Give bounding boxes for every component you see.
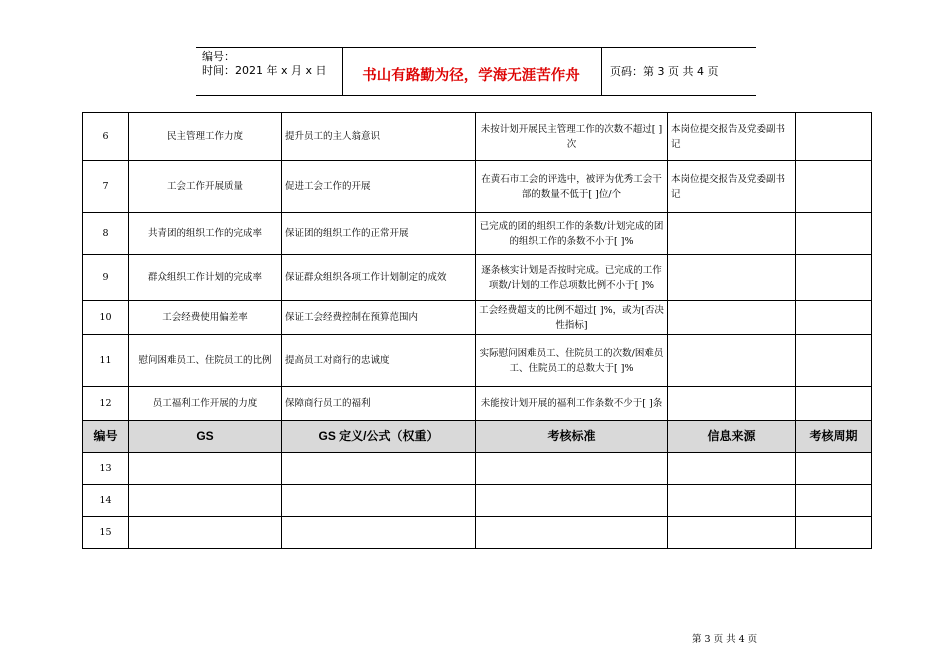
page-header <box>196 47 756 95</box>
gs-cell: 群众组织工作计划的完成率 <box>129 255 282 301</box>
gs-cell <box>129 485 282 517</box>
gs-cell <box>129 517 282 549</box>
definition-cell: 保障商行员工的福利 <box>282 387 476 421</box>
table-row <box>83 113 872 161</box>
source-cell <box>668 485 796 517</box>
standard-cell <box>476 517 668 549</box>
page-number-label: 页码：第 3 页 共 4 页 <box>610 65 719 78</box>
period-cell <box>796 161 872 213</box>
source-cell: 本岗位提交报告及党委副书记 <box>668 113 796 161</box>
source-cell: 本岗位提交报告及党委副书记 <box>668 161 796 213</box>
source-cell <box>668 517 796 549</box>
header-cell-period: 考核周期 <box>796 421 872 453</box>
period-cell <box>796 485 872 517</box>
header-cell-std: 考核标准 <box>476 421 668 453</box>
page-footer: 第 3 页 共 4 页 <box>692 634 758 645</box>
source-cell <box>668 301 796 335</box>
period-cell <box>796 517 872 549</box>
gs-cell: 民主管理工作力度 <box>129 113 282 161</box>
standard-cell: 实际慰问困难员工、住院员工的次数/困难员工、住院员工的总数大于[ ]% <box>476 335 668 387</box>
source-cell <box>668 255 796 301</box>
no-cell: 13 <box>83 453 129 485</box>
definition-cell: 保证群众组织各项工作计划制定的成效 <box>282 255 476 301</box>
definition-cell: 提高员工对商行的忠诚度 <box>282 335 476 387</box>
gs-cell: 员工福利工作开展的力度 <box>129 387 282 421</box>
standard-cell: 工会经费超支的比例不超过[ ]%，或为[否决性指标] <box>476 301 668 335</box>
period-cell <box>796 213 872 255</box>
no-cell: 10 <box>83 301 129 335</box>
definition-cell <box>282 517 476 549</box>
definition-cell <box>282 485 476 517</box>
period-cell <box>796 453 872 485</box>
definition-cell: 提升员工的主人翁意识 <box>282 113 476 161</box>
source-cell <box>668 453 796 485</box>
period-cell <box>796 335 872 387</box>
table-row <box>83 255 872 301</box>
period-cell <box>796 113 872 161</box>
standard-cell: 已完成的团的组织工作的条数/计划完成的团的组织工作的条数不小于[ ]% <box>476 213 668 255</box>
standard-cell <box>476 485 668 517</box>
table-row <box>83 213 872 255</box>
no-cell: 14 <box>83 485 129 517</box>
header-cell-src: 信息来源 <box>668 421 796 453</box>
no-cell: 9 <box>83 255 129 301</box>
assessment-table <box>82 112 872 549</box>
table-row <box>83 387 872 421</box>
period-cell <box>796 255 872 301</box>
header-cell-def: GS 定义/公式（权重） <box>282 421 476 453</box>
table-row <box>83 161 872 213</box>
source-cell <box>668 387 796 421</box>
no-cell: 15 <box>83 517 129 549</box>
standard-cell: 逐条核实计划是否按时完成。已完成的工作项数/计划的工作总项数比例不小于[ ]% <box>476 255 668 301</box>
gs-cell <box>129 453 282 485</box>
source-cell <box>668 213 796 255</box>
table-row <box>83 485 872 517</box>
gs-cell: 工会工作开展质量 <box>129 161 282 213</box>
doc-number-label: 编号： <box>202 50 235 63</box>
table-row <box>83 517 872 549</box>
table-row <box>83 453 872 485</box>
gs-cell: 慰问困难员工、住院员工的比例 <box>129 335 282 387</box>
standard-cell <box>476 453 668 485</box>
period-cell <box>796 301 872 335</box>
source-cell <box>668 335 796 387</box>
standard-cell: 未能按计划开展的福利工作条数不少于[ ]条 <box>476 387 668 421</box>
standard-cell: 未按计划开展民主管理工作的次数不超过[ ]次 <box>476 113 668 161</box>
definition-cell: 保证工会经费控制在预算范围内 <box>282 301 476 335</box>
header-cell-no: 编号 <box>83 421 129 453</box>
period-cell <box>796 387 872 421</box>
no-cell: 7 <box>83 161 129 213</box>
definition-cell <box>282 453 476 485</box>
gs-cell: 共青团的组织工作的完成率 <box>129 213 282 255</box>
definition-cell: 促进工会工作的开展 <box>282 161 476 213</box>
definition-cell: 保证团的组织工作的正常开展 <box>282 213 476 255</box>
doc-time-label: 时间：2021 年 x 月 x 日 <box>202 64 327 77</box>
no-cell: 6 <box>83 113 129 161</box>
standard-cell: 在黄石市工会的评选中，被评为优秀工会干部的数量不低于[ ]位/个 <box>476 161 668 213</box>
table-row <box>83 335 872 387</box>
table-header-row <box>83 421 872 453</box>
header-cell-gs: GS <box>129 421 282 453</box>
no-cell: 8 <box>83 213 129 255</box>
no-cell: 12 <box>83 387 129 421</box>
gs-cell: 工会经费使用偏差率 <box>129 301 282 335</box>
motto-text: 书山有路勤为径，学海无涯苦作舟 <box>362 68 580 84</box>
table-row <box>83 301 872 335</box>
no-cell: 11 <box>83 335 129 387</box>
